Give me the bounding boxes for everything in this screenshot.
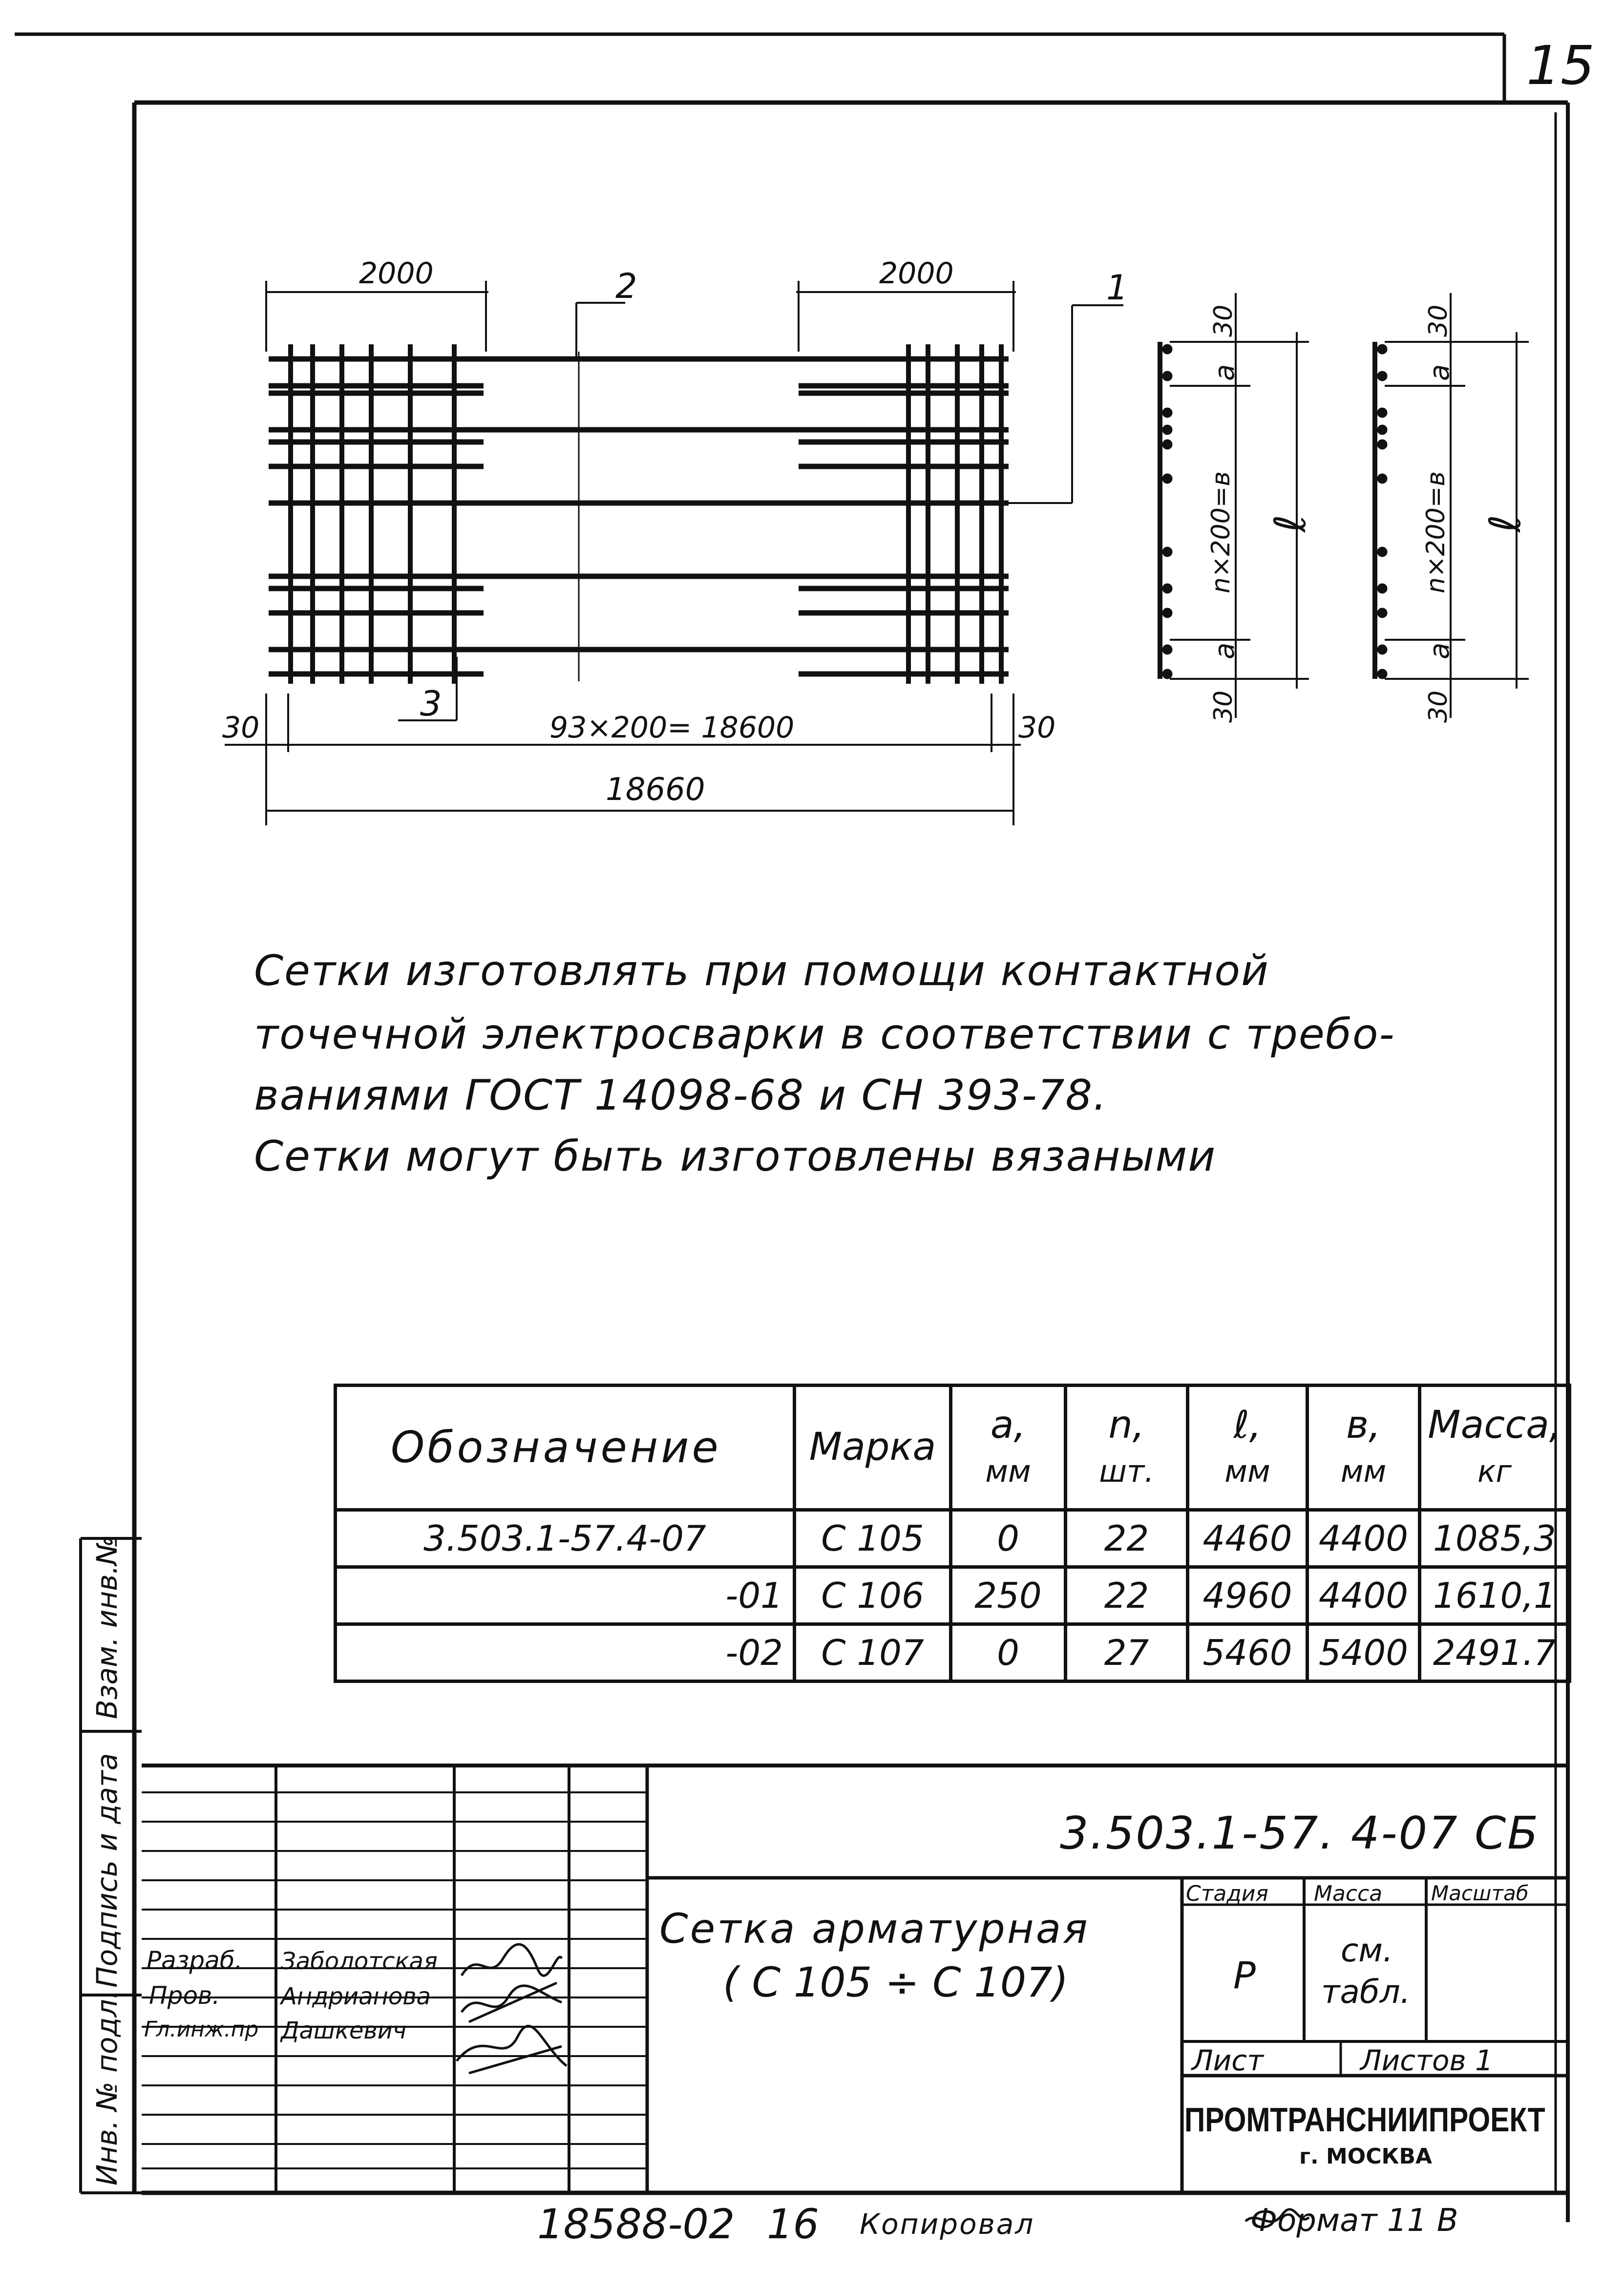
section-b-length: ℓ — [1480, 514, 1530, 532]
header-n-unit: шт. — [1099, 1453, 1154, 1489]
sheets-label: Листов 1 — [1360, 2044, 1493, 2077]
side-label-inv-sub: Взам. инв.№ — [90, 1535, 124, 1719]
row-mass: 1085,3 — [1420, 1510, 1570, 1567]
row-l: 4460 — [1188, 1510, 1308, 1567]
row-designation: -01 — [336, 1567, 795, 1624]
row-a: 0 — [951, 1624, 1066, 1681]
section-b-top: 30 — [1424, 304, 1453, 337]
spec-table — [334, 1384, 1571, 1683]
row-mark: С 106 — [795, 1567, 951, 1624]
name-developer: Заболотская — [281, 1948, 438, 1975]
callout-1: 1 — [1106, 268, 1128, 308]
header-mark-text: Марка — [809, 1425, 936, 1470]
role-chief-engineer: Гл.инж.пр — [144, 2017, 259, 2042]
section-a-top: 30 — [1209, 304, 1238, 337]
sheet-ref: 16 — [767, 2200, 819, 2248]
header-l — [1188, 1386, 1308, 1510]
note-line-1: Сетки изготовлять при помощи контактной — [254, 946, 1269, 995]
section-a-span: n×200=в — [1206, 471, 1236, 593]
scale-label: Масштаб — [1431, 1881, 1529, 1905]
callout-3: 3 — [420, 684, 442, 724]
note-line-3: ваниями ГОСТ 14098-68 и СН 393-78. — [254, 1071, 1108, 1120]
organization: ПРОМТРАНСНИИПРОЕКТ — [1184, 2101, 1545, 2139]
title-line-1: Сетка арматурная — [659, 1905, 1090, 1953]
row-n: 22 — [1066, 1567, 1188, 1624]
section-a-bottom: 30 — [1209, 690, 1238, 723]
sheet-label: Лист — [1192, 2044, 1264, 2077]
mass-value-1: см. — [1341, 1932, 1393, 1969]
side-label-inv-orig: Инв. № подл. — [90, 1990, 124, 2186]
header-b-unit: мм — [1340, 1453, 1387, 1489]
mass-value-2: табл. — [1321, 1973, 1411, 2011]
callout-2: 2 — [615, 266, 637, 306]
archive-number: 18588-02 — [537, 2200, 735, 2248]
section-b-span: n×200=в — [1421, 471, 1451, 593]
row-n: 27 — [1066, 1624, 1188, 1681]
header-a-unit: мм — [985, 1453, 1031, 1489]
header-mass-unit: кг — [1477, 1453, 1512, 1489]
row-designation: -02 — [336, 1624, 795, 1681]
section-a-a-top: a — [1209, 364, 1241, 381]
city: г. МОСКВА — [1299, 2144, 1433, 2169]
header-n-text: n, — [1108, 1403, 1145, 1448]
row-a: 0 — [951, 1510, 1066, 1567]
section-a-a-bottom: a — [1209, 642, 1241, 659]
row-b: 5400 — [1308, 1624, 1420, 1681]
dim-total: 18660 — [606, 772, 705, 808]
header-designation — [336, 1386, 795, 1510]
row-designation: 3.503.1-57.4-07 — [336, 1510, 795, 1567]
section-b-a-bottom: a — [1424, 642, 1455, 659]
name-chief-engineer: Дашкевич — [281, 2017, 407, 2044]
copied-by: Копировал — [860, 2207, 1035, 2241]
side-label-sign-date: Подпись и дата — [90, 1753, 124, 1988]
row-a: 250 — [951, 1567, 1066, 1624]
note-line-2: точечной электросварки в соответствии с требо- — [254, 1010, 1395, 1059]
dim-left-edge: 30 — [222, 711, 260, 745]
page-number: 15 — [1526, 34, 1595, 97]
section-b-bottom: 30 — [1424, 690, 1453, 723]
format-label: Формат 11 В — [1250, 2203, 1458, 2239]
row-n: 22 — [1066, 1510, 1188, 1567]
table-row — [336, 1510, 1570, 1567]
longitudinal-bars — [269, 359, 1009, 650]
row-mark: С 105 — [795, 1510, 951, 1567]
dim-right-top: 2000 — [879, 256, 954, 291]
role-developer: Разраб. — [147, 1946, 243, 1975]
table-row — [336, 1567, 1570, 1624]
header-n — [1066, 1386, 1188, 1510]
header-b — [1308, 1386, 1420, 1510]
table-header-row — [336, 1386, 1570, 1510]
table-row — [336, 1624, 1570, 1681]
mass-label: Масса — [1314, 1881, 1383, 1906]
section-b-a-top: a — [1424, 364, 1455, 381]
dim-left-top: 2000 — [359, 256, 434, 291]
row-l: 4960 — [1188, 1567, 1308, 1624]
row-b: 4400 — [1308, 1567, 1420, 1624]
row-mass: 1610,1 — [1420, 1567, 1570, 1624]
row-l: 5460 — [1188, 1624, 1308, 1681]
role-checker: Пров. — [149, 1981, 220, 2010]
row-mass: 2491.7 — [1420, 1624, 1570, 1681]
header-designation-text: Обозначение — [391, 1422, 721, 1473]
note-line-4: Сетки могут быть изготовлены вязаными — [254, 1132, 1217, 1181]
header-a-text: a, — [990, 1403, 1026, 1448]
title-line-2: ( С 105 ÷ С 107) — [723, 1958, 1069, 2006]
header-l-unit: мм — [1224, 1453, 1270, 1489]
name-checker: Андрианова — [281, 1983, 431, 2010]
header-a — [951, 1386, 1066, 1510]
stage-value: Р — [1233, 1954, 1256, 1997]
document-code: 3.503.1-57. 4-07 СБ — [1060, 1807, 1540, 1859]
header-mass — [1420, 1386, 1570, 1510]
header-b-text: в, — [1346, 1403, 1381, 1448]
dim-right-edge: 30 — [1018, 711, 1056, 745]
header-mark — [795, 1386, 951, 1510]
header-l-text: ℓ, — [1233, 1403, 1262, 1448]
header-mass-text: Масса, — [1428, 1403, 1561, 1448]
row-b: 4400 — [1308, 1510, 1420, 1567]
stage-label: Стадия — [1186, 1881, 1268, 1906]
row-mark: С 107 — [795, 1624, 951, 1681]
section-a-length: ℓ — [1265, 514, 1315, 532]
dim-pitch: 93×200= 18600 — [549, 711, 795, 745]
